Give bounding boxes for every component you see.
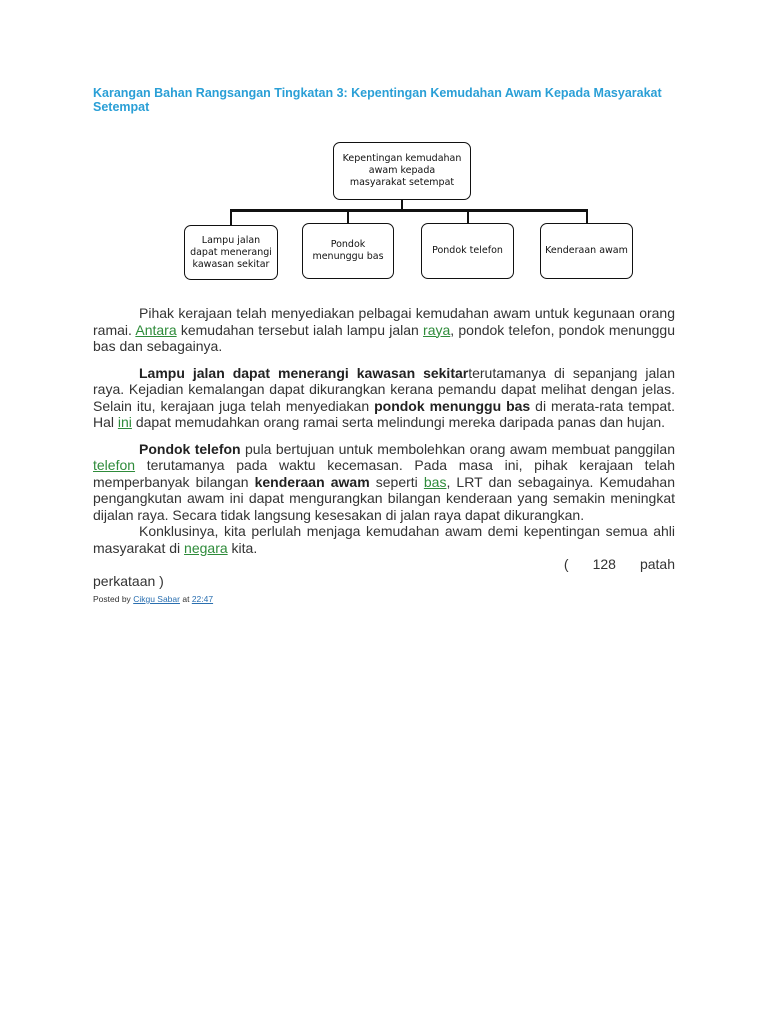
link-raya[interactable]: raya xyxy=(423,321,451,338)
diagram-child-box xyxy=(302,223,394,279)
word-count-line2: perkataan ) xyxy=(93,572,164,589)
diagram-child-line: menunggu bas xyxy=(312,251,384,262)
diagram-root-line: awam kepada xyxy=(368,165,436,176)
link-antara[interactable]: Antara xyxy=(135,321,177,338)
link-ini[interactable]: ini xyxy=(117,414,132,430)
diagram-child-box xyxy=(421,223,514,279)
author-link[interactable]: Cikgu Sabar xyxy=(133,594,180,604)
diagram-root-box xyxy=(333,142,471,200)
word-count: ( 128 patah xyxy=(563,556,675,572)
diagram-root-line: masyarakat setempat xyxy=(349,177,455,188)
diagram-child-box xyxy=(540,223,633,279)
page-title: Karangan Bahan Rangsangan Tingkatan 3: Kepentingan Kemudahan Awam Kepada Masyarakat Setempat xyxy=(93,86,662,114)
diagram-child-line: Lampu jalan xyxy=(201,234,261,246)
connector-child-1 xyxy=(230,210,232,225)
diagram-child-line: Pondok xyxy=(330,239,366,250)
diagram-child-box xyxy=(184,225,278,280)
diagram-root-line: Kepentingan kemudahan xyxy=(342,153,462,164)
link-telefon[interactable]: telefon xyxy=(93,457,136,473)
mind-map-diagram xyxy=(93,140,675,285)
diagram-child-line: dapat menerangi xyxy=(190,246,272,258)
link-bas[interactable]: bas xyxy=(423,473,447,490)
diagram-child-line: Kenderaan awam xyxy=(545,245,628,256)
paragraph-2: Lampu jalan dapat menerangi kawasan sekitarterutamanya di sepanjang jalan raya. Kejadian kemalangan dapat dikurangkan kerana pemandu dapat melihat dengan jelas. Selain itu, kerajaan juga telah menyediakan pondok menunggu bas di merata-rata tempat. Hal ini dapat memudahkan orang ramai serta melindungi mereka daripada panas dan hujan. xyxy=(93,364,675,430)
link-negara[interactable]: negara xyxy=(184,539,228,556)
diagram-child-line: kawasan sekitar xyxy=(192,258,270,270)
paragraph-1: Pihak kerajaan telah menyediakan pelbagai kemudahan awam untuk kegunaan orang ramai. Antara kemudahan tersebut ialah lampu jalan raya, pondok telefon, pondok menunggu bas dan sebagainya. xyxy=(93,305,676,354)
post-footer: Posted by Cikgu Sabar at 22:47 xyxy=(93,594,214,604)
article-body xyxy=(93,305,675,608)
paragraph-3: Pondok telefon pula bertujuan untuk membolehkan orang awam membuat panggilan telefon terutamanya pada waktu kecemasan. Pada masa ini, pihak kerajaan telah memperbanyak bilangan kenderaan awam seperti bas, LRT dan sebagainya. Kemudahan pengangkutan awam ini dapat mengurangkan bilangan kenderaan yang semakin meningkat dijalan raya. Secara tidak langsung kesesakan di jalan raya dapat dikurangkan. xyxy=(93,440,676,523)
paragraph-4: Konklusinya, kita perlulah menjaga kemudahan awam demi kepentingan semua ahli masyarakat di negara kita. xyxy=(93,523,675,556)
connector-horizontal-bar xyxy=(230,209,588,212)
diagram-child-line: Pondok telefon xyxy=(432,245,503,256)
article-header xyxy=(93,86,675,114)
timestamp-link[interactable]: 22:47 xyxy=(191,594,214,604)
